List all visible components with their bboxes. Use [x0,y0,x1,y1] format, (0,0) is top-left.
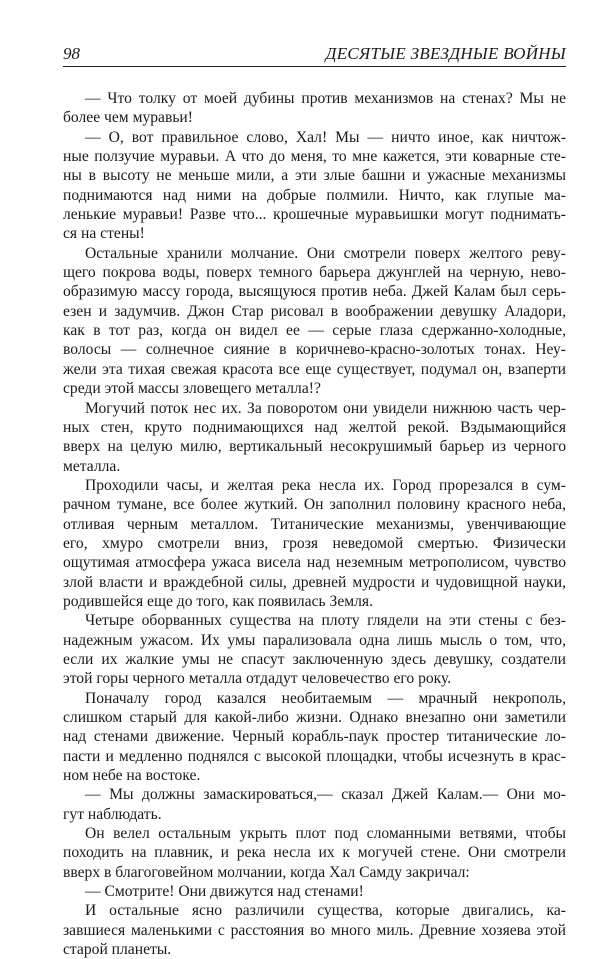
text-line: — Что толку от моей дубины против механизмов на стенах? Мы не [85,90,566,107]
text-line: вверх на целую милю, вертикальный несокрушимый барьер из черного [63,438,566,456]
text-line: над стенами движение. Черный корабль-паук простер титанические ло- [63,728,566,746]
text-line: волосы — солнечное сияние в коричнево-красно-золотых тонах. Неу- [63,341,566,359]
text-line: ощутимая атмосфера ужаса висела над неземным метрополисом, чувство [63,554,566,572]
text-line: — Мы должны замаскироваться,— сказал Джей Калам.— Они мо- [85,786,566,804]
text-line: Поначалу город казался необитаемым — мрачный некрополь, [85,689,566,707]
text-line: если их жалкие умы не спасут заключенную здесь девушку, создатели [63,650,566,668]
text-line: отливая черным металлом. Титанические механизмы, увенчивающие [63,515,566,533]
book-page [63,44,566,959]
text-line: ные ползучие муравьи. А что до меня, то мне кажется, эти коварные сте- [63,148,566,166]
text-line: образимую массу города, высящуюся против неба. Джей Калам был серь- [63,283,566,301]
text-line: Четыре оборванных существа на плоту глядели на эти стены с без- [85,612,566,630]
text-line: походить на плавник, и река несла их к могучей стене. Они смотрели [63,844,566,862]
text-line: надежным ужасом. Их умы парализовала одна лишь мысль о том, что, [63,631,566,649]
text-line: злой власти и враждебной силы, древней мудрости и чудовищной науки, [63,573,566,591]
text-line: Он велел остальным укрыть плот под сломанными ветвями, чтобы [85,825,566,843]
text-line: вверх в благоговейном молчании, когда Хал Самду закричал: [63,863,470,881]
text-line: поднимаются над ними на добрые полмили. Ничто, как глупые ма- [63,186,566,204]
text-line: старой планеты. [63,941,172,959]
text-line: гут наблюдать. [63,805,162,823]
page-header [63,44,566,67]
text-line: этой горы черного металла отдадут человечество его року. [63,670,452,688]
text-line: пасти и медленно поднялся с высокой площадки, чтобы исчезнуть в крас- [63,747,566,765]
text-line: Могучий поток нес их. За поворотом они увидели нижнюю часть чер- [85,399,566,417]
page-number: 98 [63,44,80,63]
text-line: родившейся еще до того, как появилась Земля. [63,592,373,610]
text-line: И остальные ясно различили существа, которые двигались, ка- [85,902,566,920]
text-line: жели эта тихая свежая красота все еще существует, подумал он, взаперти [63,360,566,378]
text-line: более чем муравьи! [63,109,193,127]
page-body-text [63,89,566,959]
text-line: щего покрова воды, поверх темного барьера джунглей на черную, нево- [63,264,566,282]
text-line: среди этой массы зловещего металла!? [63,380,321,398]
text-line: ленькие муравьи! Разве что... крошечные муравьишки могут поднимать- [63,206,566,224]
text-line: Остальные хранили молчание. Они смотрели поверх желтого реву- [85,244,566,262]
text-line: ном небе на востоке. [63,767,201,785]
text-line: Проходили часы, и желтая река несла их. Город прорезался в сум- [85,476,566,494]
text-line: его, хмуро смотрели вниз, грозя неведомой смертью. Физически [63,534,566,552]
text-line: — Смотрите! Они движутся над стенами! [85,883,364,901]
text-line: ных стен, круто поднимающихся над желтой рекой. Вздымающийся [63,418,566,436]
text-line: слишком старый для какой-либо жизни. Однако внезапно они заметили [63,709,566,726]
running-title: ДЕСЯТЫЕ ЗВЕЗДНЫЕ ВОЙНЫ [325,44,566,63]
text-line: ны в высоту не меньше мили, а эти злые башни и ужасные механизмы [63,167,566,185]
text-line: — О, вот правильное слово, Хал! Мы — ничто иное, как ничтож- [85,128,566,146]
text-line: рачном тумане, все более жуткий. Он заполнил половину красного неба, [63,496,566,514]
text-line: завшиеся маленькими с расстояния во много миль. Древние хозяева этой [63,921,566,939]
text-line: как в тот раз, когда он видел ее — серые глаза сдержанно-холодные, [63,322,566,340]
text-line: ся на стены! [63,225,145,243]
text-line: езен и задумчив. Джон Стар рисовал в воображении девушку Аладори, [63,302,566,320]
text-line: металла. [63,457,121,475]
